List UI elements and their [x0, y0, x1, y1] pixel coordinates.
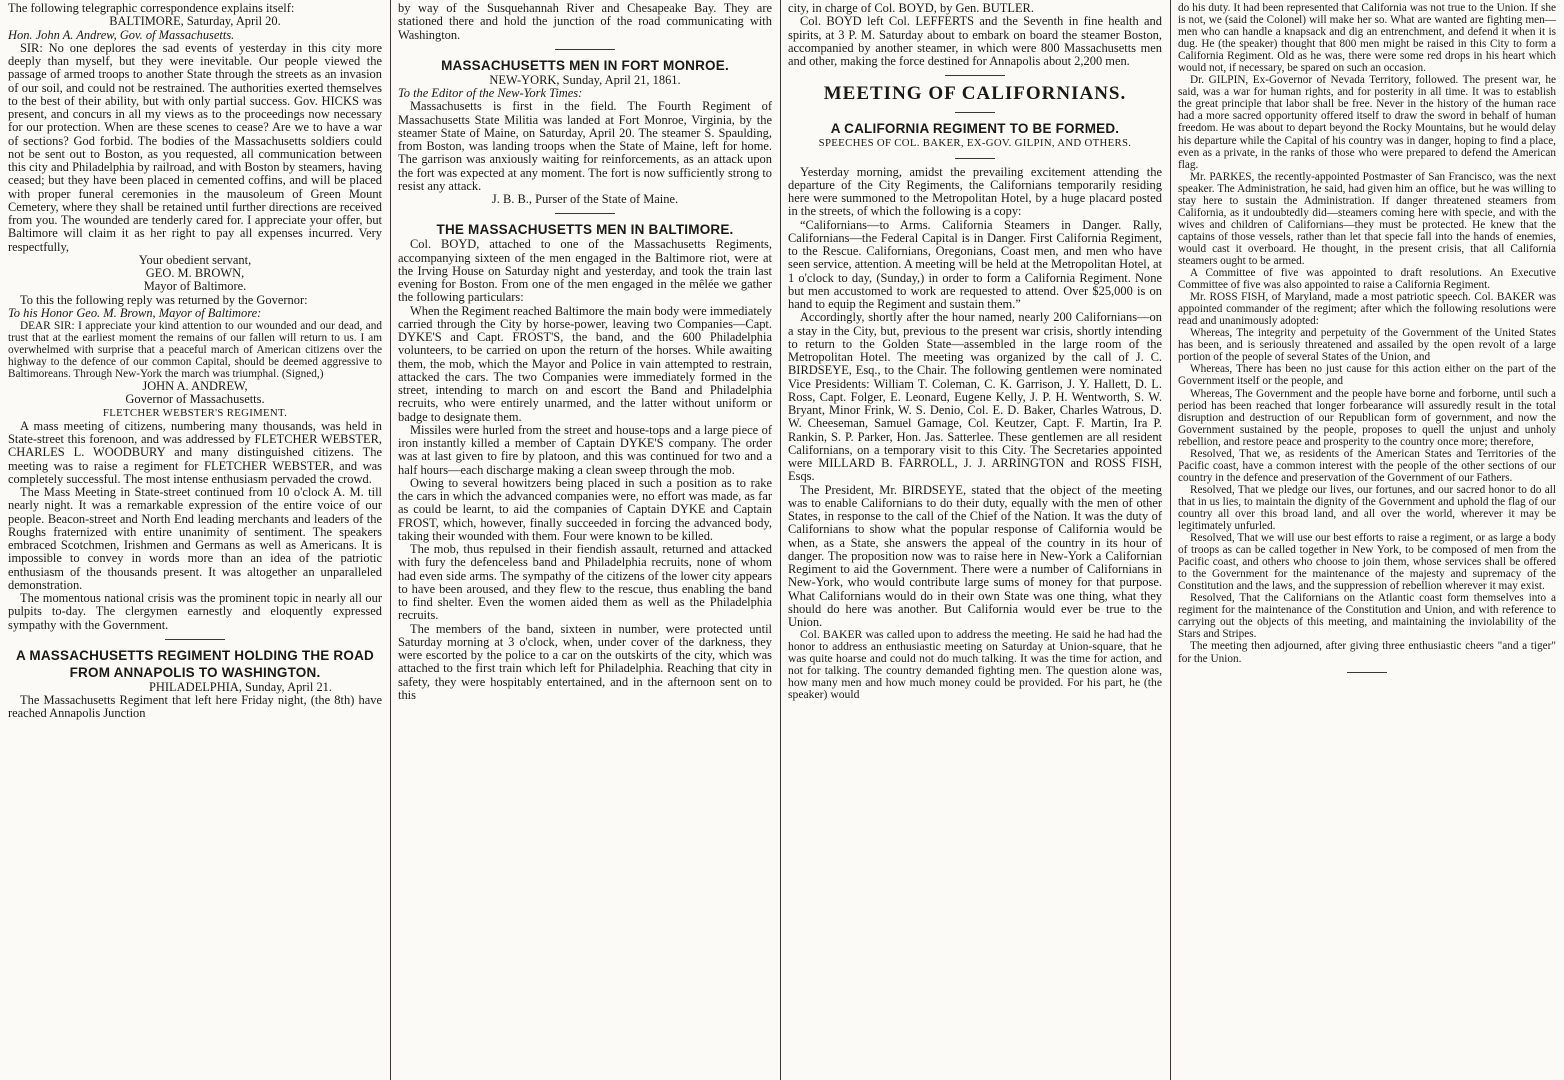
paragraph: To this the following reply was returned by the Governor: [20, 292, 308, 307]
column-1 [0, 2, 390, 1080]
article-deck: SPEECHES OF COL. BAKER, EX-GOV. GILPIN, AND OTHERS. [818, 137, 1132, 150]
section-subheading: FLETCHER WEBSTER'S REGIMENT. [102, 406, 288, 419]
letter-body: SIR: No one deplores the sad events of yesterday in this city more deeply than myself, but they were inevitable. Our people viewed the passage of armed troops to another State through the streets as an invasion of our soil, and could not be restrained. The authorities exerted themselves to the best of their ability, but with only partial success. Gov. HICKS was present, and concurs in all my views as to the proceedings now necessary for our protection. When are these scenes to cease? Are we to have a war of sections? God forbid. The bodies of the Massachusetts soldiers could not be sent out to Boston, as you requested, all communication between this city and Philadelphia by railroad, and with Boston by steamers, having ceased; but they have been placed in cemented coffins, and will be placed with proper funeral ceremonies in the mausoleum of Green Mount Cemetery, where they shall be retained until further directions are received from you. The wounded are tenderly cared for. I appreciate your offer, but Baltimore will claim it as her right to pay all expenses incurred. Very respectfully, [8, 40, 382, 254]
paragraph: A mass meeting of citizens, numbering many thousands, was held in State-street this forenoon, and was addressed by FLETCHER WEBSTER, CHARLES L. WOODBURY and many distinguished citizens. The meeting was to raise a regiment for FLETCHER WEBSTER, and was completely successful. The most intense enthusiasm pervaded the crowd. [8, 418, 382, 486]
column-3 [780, 2, 1170, 1080]
article-headline: A MASSACHUSETTS REGIMENT HOLDING THE ROAD FROM ANNAPOLIS TO WASHINGTON. [16, 647, 374, 680]
paragraph: Mr. PARKES, the recently-appointed Postmaster of San Francisco, was the next speaker. The Administration, he said, had given him an office, but he was willing to stay here to sustain the Administration. If danger threatened steamers from California, as it undoubtedly did—steamers coming here with specie, and with the wives and children of Californians—they must be protected. He knew that the captains of those vessels, rather than let that specie fall into the hands of enemies, would cast it overboard. He thought, in the present crisis, that all California steamers ought to be armed. [1178, 170, 1556, 267]
paragraph: Owing to several howitzers being placed in such a position as to rake the cars in which the advanced companies were, no effort was made, as far as could be learnt, to aid the companies of Captain DYKE and Captain FROST, which, however, finally succeeded in forcing the advanced body, taking their wounded with them. Four were known to be killed. [398, 475, 772, 543]
divider [955, 112, 995, 113]
salutation: To the Editor of the New-York Times: [398, 86, 583, 100]
article-headline: MEETING OF CALIFORNIANS. [823, 83, 1127, 105]
salutation: To his Honor Geo. M. Brown, Mayor of Baltimore: [8, 305, 262, 320]
divider [555, 213, 615, 214]
column-2 [390, 2, 780, 1080]
resolution: Resolved, That we, as residents of the American States and Territories of the Pacific coast, have a common interest with the people of the other sections of our country in the defence and preservation of the Government of our Fathers. [1178, 447, 1556, 484]
divider [955, 158, 995, 159]
signature-title: Governor of Massachusetts. [125, 392, 265, 407]
paragraph: The members of the band, sixteen in number, were protected until Saturday morning at 3 o'clock, when, under cover of the darkness, they were escorted by the police to a car on the outskirts of the city, which was attached to the first train which left for Philadelphia. Reaching that city in safety, they were hospitably entertained, and in the afternoon sent on to this [398, 621, 772, 702]
paragraph: The momentous national crisis was the prominent topic in nearly all our pulpits to-day. The clergymen earnestly and eloquently expressed sympathy with the Government. [8, 591, 382, 632]
signature-name: JOHN A. ANDREW, [142, 379, 248, 394]
dateline: NEW-YORK, Sunday, April 21, 1861. [489, 72, 681, 87]
article-headline: THE MASSACHUSETTS MEN IN BALTIMORE. [436, 222, 734, 238]
paragraph: When the Regiment reached Baltimore the main body were immediately carried through the City by horse-power, leaving two Companies—Capt. DYKE'S and Capt. FROST'S, the band, and the 600 Philadelphia volunteers, to be carried on upon the return of the horses. While awaiting them, the mob, which the Mayor and Police in vain attempted to restrain, attacked the cars. The two Companies were immediately formed in the street, intending to march on and escort the Band and Philadelphia recruits, who were entirely unarmed, and the latter without uniform or badge to designate them. [398, 303, 772, 424]
paragraph: The meeting then adjourned, after giving three enthusiastic cheers "and a tiger" for the Union. [1178, 640, 1556, 665]
letter-body: DEAR SIR: I appreciate your kind attention to our wounded and our dead, and trust that at the earliest moment the remains of our fallen will return to us. I am overwhelmed with surprise that a peaceful march of American citizens over the highway to the defence of our common Capital, should be deemed aggressive to Baltimoreans. Through New-York the march was triumphal. (Signed,) [8, 320, 382, 381]
paragraph: Missiles were hurled from the street and house-tops and a large piece of iron instantly killed a member of Captain DYKE'S company. The order was at last given to fire by platoon, and this was continued for two and a half hours—each discharge making a clean sweep through the mob. [398, 422, 772, 477]
resolution: Resolved, That we pledge our lives, our fortunes, and our sacred honor to do all that in us lies, to maintain the dignity of the Government and uphold the flag of our country all over this broad land, and all over the world, wherever it may be legitimately unfurled. [1178, 483, 1556, 533]
paragraph: Dr. GILPIN, Ex-Governor of Nevada Territory, followed. The present war, he said, was a war for human rights, and for posterity in all time. It was to establish the great principle that labor shall be free. Never in the history of the human race had a more sacred opportunity offered itself to draw the sword in behalf of human freedom. He was about to depart beyond the Rocky Mountains, but he would delay his departure while the Capital of his country was in danger, hoping to find a place, even as a private, in the ranks of those who were prepared to defend the American flag. [1178, 74, 1556, 171]
resolution: Resolved, That the Californians on the Atlantic coast form themselves into a regiment for the maintenance of the Constitution and Union, and with reference to carrying out the objects of this meeting, and maintaining the inviolability of the Stars and Stripes. [1178, 592, 1556, 641]
signature: J. B. B., Purser of the State of Maine. [491, 192, 679, 206]
salutation: Hon. John A. Andrew, Gov. of Massachusetts. [8, 27, 235, 42]
resolution: Resolved, That we will use our best efforts to raise a regiment, or as large a body of troops as can be called together in New York, to be composed of men from the Pacific coast, and others who choose to join them, whose services shall be offered to the Government for the maintenance of the majesty and supremacy of the Constitution and the laws, and the suppression of rebellion wherever it may exist. [1178, 532, 1556, 593]
article-subheadline: A CALIFORNIA REGIMENT TO BE FORMED. [830, 121, 1120, 137]
divider [555, 49, 615, 50]
paragraph: Accordingly, shortly after the hour named, nearly 200 Californians—on a stay in the City, but, previous to the present war crisis, shortly intending to return to the Golden State—assembled in the large room of the Metropolitan Hotel. The meeting was organized by the call of J. C. BIRDSEYE, Esq., to the Chair. The following gentlemen were nominated Vice Presidents: William T. Coleman, C. K. Garrison, J. Y. Hallett, D. L. Ross, Capt. Folger, E. Leonard, Eugene Kelly, J. P. H. Wentworth, S. W. Bryant, Minor Frink, W. S. Denio, Col. E. D. Baker, Charles Watrous, D. W. Cheeseman, Samuel Gamage, Col. Keutzer, Capt. F. Martin, Ira P. Rankin, S. P. Parker, Hon. Jas. Satterlee. These gentlemen are all resident Californians, on a temporary visit to this City. The Secretaries appointed were MILLARD B. FARROLL, J. J. ARRINGTON and ROSS FISH, Esqs. [788, 310, 1162, 484]
divider [1347, 672, 1387, 673]
paragraph: Massachusetts is first in the field. The Fourth Regiment of Massachusetts State Militia was landed at Fort Monroe, Virginia, by the steamer State of Maine, on Saturday, April 20. The steamer S. Spaulding, from Boston, was landing troops when the State of Maine, left for home. The garrison was anxiously waiting for reinforcements, as an attack upon the fort was expected at any moment. The fort is now sufficiently strong to resist any attack. [398, 99, 772, 193]
paragraph: The Mass Meeting in State-street continued from 10 o'clock A. M. till nearly night. It was a remarkable expression of the entire voice of our people. Beacon-street and North End leading merchants and leaders of the Roughs fraternized with entire unanimity of sentiment. The speakers embraced Scotchmen, Irishmen and Germans as well as Americans. It is impossible to convey in words more than an idea of the patriotic enthusiasm of the thousands present. It was altogether an unparalleled demonstration. [8, 485, 382, 592]
signature-title: Mayor of Baltimore. [143, 279, 247, 294]
paragraph: The Massachusetts Regiment that left here Friday night, (the 8th) have reached Annapolis Junction [8, 693, 382, 721]
paragraph: do his duty. It had been represented that California was not true to the Union. If she is not, we (said the Colonel) will make her so. What are wanted are fighting men—men who can handle a knapsack and dig an entrenchment, and defend it when it is dug. He (the speaker) thought that 800 men might be raised in this City to form a California Regiment. Old as he was, there were some red drops in his heart which would not, if necessary, be spared on such an occasion. [1178, 2, 1556, 75]
resolution: Whereas, The integrity and perpetuity of the Government of the United States has been, and is seriously threatened and assailed by the open revolt of a large portion of the people of several States of the Union, and [1178, 327, 1556, 364]
paragraph: city, in charge of Col. BOYD, by Gen. BUTLER. [788, 2, 1034, 15]
placard-quote: “Californians—to Arms. California Steamers in Danger. Rally, Californians—the Federal Capital is in Danger. First California Regiment, to the Rescue. Californians, Oregonians, Coast men, and men who have seen service, attention. A meeting will be held at the Metropolitan Hotel, at 1 o'clock to day, (Sunday,) in order to form a California Regiment. None but men accustomed to work are requested to attend. Over $25,000 is on hand to equip the Regiment and sustain them.” [788, 217, 1162, 311]
intro-paragraph: The following telegraphic correspondence explains itself: [8, 2, 295, 15]
paragraph: A Committee of five was appointed to draft resolutions. An Executive Committee of five was also appointed to raise a California Regiment. [1178, 267, 1556, 292]
paragraph: The mob, thus repulsed in their fiendish assault, returned and attacked with fury the defenceless band and Philadelphia recruits, none of whom had even side arms. The sympathy of the citizens of the lower city appears to have been aroused, and they flew to the rescue, thus enabling the band to find shelter. Even the women aided them as well as the Philadelphia recruits. [398, 542, 772, 623]
paragraph: The President, Mr. BIRDSEYE, stated that the object of the meeting was to enable Californians to do their duty, equally with the men of other States, in response to the call of the Chief of the Nation. It was the duty of Californians to show what the popular response of California would be when, as a State, she answers the appeal of the country in its hour of danger. The proposition now was to raise here in New-York a Californian Regiment to aid the Government. There were a number of Californians in New-York, who would contribute large sums of money for that purpose. What Californians would do in their own State was one thing, what they should do here was another. But California would ever be true to the Union. [788, 482, 1162, 629]
paragraph: Col. BAKER was called upon to address the meeting. He said he had had the honor to address an enthusiastic meeting on Saturday at Union-square, that he was quite hoarse and could not do much talking. It was the time for action, and not for talking. The country demanded fighting men. The question alone was, how many men and how much money could be provided. For his part, he (the speaker) would [788, 628, 1162, 702]
resolution: Whereas, The Government and the people have borne and forborne, until such a period has been reached that longer forbearance will assuredly result in the total disruption and destruction of our Republican form of government, and now the Government sustained by the people, proposes to quell the unjust and unholy rebellion, and restore peace and prosperity to the country once more; therefore, [1178, 387, 1556, 448]
letter-closing: Your obedient servant, [138, 252, 252, 267]
article-headline: MASSACHUSETTS MEN IN FORT MONROE. [441, 57, 729, 73]
divider [165, 639, 225, 640]
paragraph: Col. BOYD, attached to one of the Massachusetts Regiments, accompanying sixteen of the men engaged in the Baltimore riot, were at the Irving House on Saturday night and yesterday, and took the train last evening for Boston. From one of the men engaged in the mêlée we gather the following particulars: [398, 237, 772, 305]
signature-name: GEO. M. BROWN, [145, 266, 245, 280]
paragraph: by way of the Susquehannah River and Chesapeake Bay. They are stationed there and hold the junction of the road communicating with Washington. [398, 2, 772, 42]
paragraph: Col. BOYD left Col. LEFFERTS and the Seventh in fine health and spirits, at 3 P. M. Saturday about to embark on board the steamer Boston, accompanied by another steamer, in which were 800 Massachusetts men and other, making the force destined for Annapolis about 2,200 men. [788, 14, 1162, 68]
divider [945, 75, 1005, 76]
resolution: Whereas, There has been no just cause for this action either on the part of the Government itself or the people, and [1178, 363, 1556, 388]
dateline: BALTIMORE, Saturday, April 20. [109, 14, 281, 29]
dateline: PHILADELPHIA, Sunday, April 21. [149, 679, 332, 694]
column-4 [1170, 2, 1564, 1080]
paragraph: Yesterday morning, amidst the prevailing excitement attending the departure of the City Regiments, the Californians temporarily residing here were summoned to the Metropolitan Hotel, by a huge placard posted in the streets, of which the following is a copy: [788, 164, 1162, 219]
paragraph: Mr. ROSS FISH, of Maryland, made a most patriotic speech. Col. BAKER was appointed commander of the regiment; after which the following resolutions were read and unanimously adopted: [1178, 291, 1556, 328]
